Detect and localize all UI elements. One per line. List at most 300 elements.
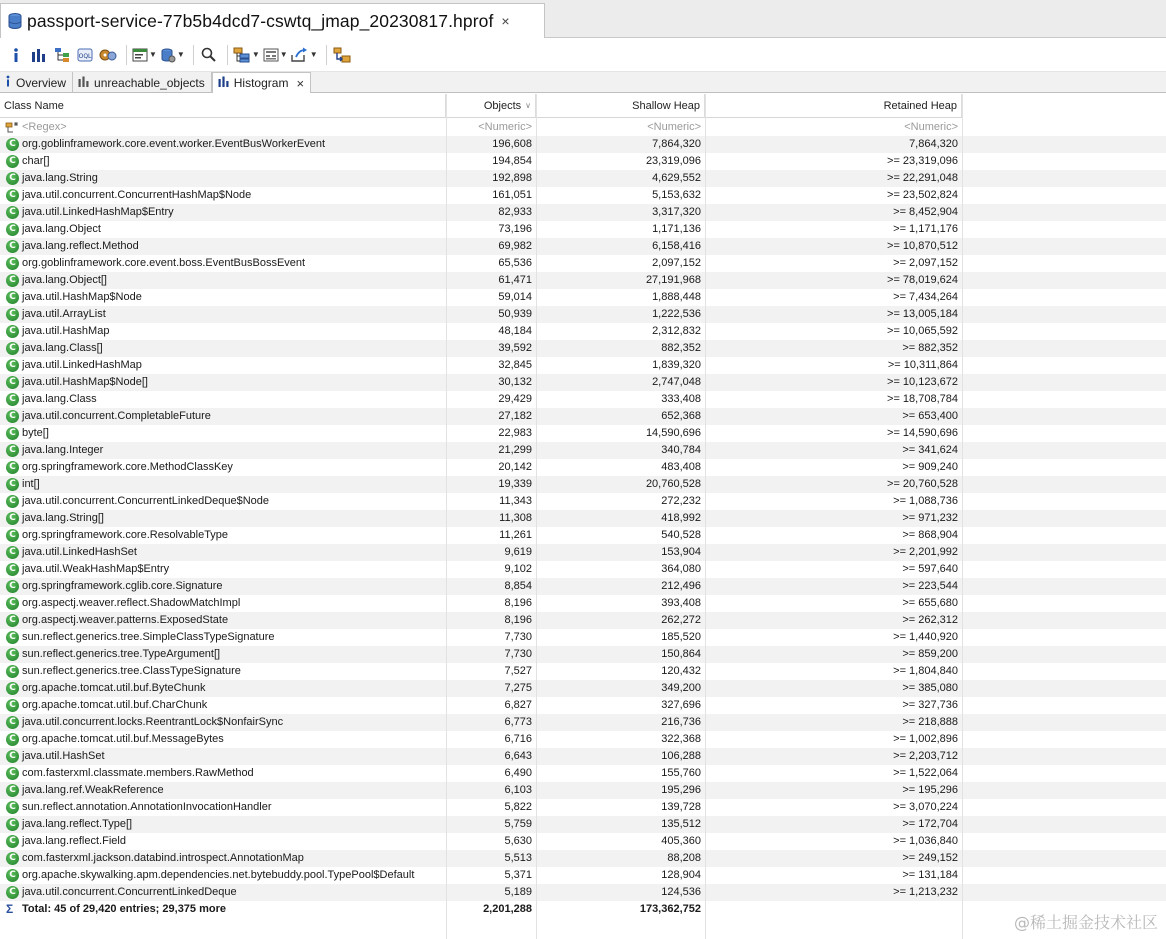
oql-icon[interactable] (75, 44, 95, 66)
objects-cell: 69,982 (498, 240, 532, 252)
shallow-heap-cell: 327,696 (661, 699, 701, 711)
class-icon: C (6, 767, 19, 780)
table-row[interactable] (0, 595, 1166, 612)
retained-heap-cell: >= 3,070,224 (893, 801, 958, 813)
sort-descending-icon: ∨ (525, 101, 531, 110)
table-row[interactable] (0, 425, 1166, 442)
shallow-heap-cell: 3,317,320 (652, 206, 701, 218)
shallow-heap-cell: 135,512 (661, 818, 701, 830)
shallow-heap-cell: 262,272 (661, 614, 701, 626)
table-row[interactable] (0, 493, 1166, 510)
column-divider (705, 94, 706, 939)
objects-cell: 20,142 (498, 461, 532, 473)
class-icon: C (6, 665, 19, 678)
objects-cell: 6,643 (504, 750, 532, 762)
shallow-heap-cell: 14,590,696 (645, 427, 701, 439)
histogram-icon (78, 76, 89, 90)
table-row[interactable] (0, 799, 1166, 816)
tab-unreachable-objects[interactable] (73, 72, 212, 93)
shallow-heap-cell: 349,200 (661, 682, 701, 694)
tab-label: Histogram (233, 76, 289, 90)
view-tab-strip (0, 72, 1166, 93)
class-name-cell: org.goblinframework.core.event.worker.EventBusWorkerEvent (22, 138, 326, 150)
shallow-heap-filter-input[interactable]: <Numeric> (647, 121, 701, 133)
retained-heap-cell: >= 882,352 (902, 342, 958, 354)
chevron-down-icon: ▼ (279, 50, 288, 59)
tab-overview[interactable] (0, 72, 73, 93)
table-row[interactable] (0, 612, 1166, 629)
shallow-heap-cell: 393,408 (661, 597, 701, 609)
chevron-down-icon: ▼ (149, 50, 157, 59)
class-icon: C (6, 818, 19, 831)
class-icon: C (6, 512, 19, 525)
shallow-heap-cell: 652,368 (661, 410, 701, 422)
group-by-icon[interactable] (233, 44, 260, 66)
class-icon: C (6, 223, 19, 236)
column-header-label: Shallow Heap (632, 99, 700, 112)
retained-heap-cell: >= 1,522,064 (893, 767, 958, 779)
class-icon: C (6, 410, 19, 423)
shallow-heap-cell: 212,496 (661, 580, 701, 592)
class-icon: C (6, 461, 19, 474)
class-name-cell: java.lang.String (22, 172, 98, 184)
shallow-heap-cell: 1,839,320 (652, 359, 701, 371)
table-row[interactable] (0, 561, 1166, 578)
objects-cell: 73,196 (498, 223, 532, 235)
class-name-cell: org.springframework.core.MethodClassKey (22, 461, 233, 473)
table-row[interactable] (0, 816, 1166, 833)
retained-heap-cell: >= 23,319,096 (887, 155, 958, 167)
toolbar (0, 38, 1166, 72)
table-row[interactable] (0, 153, 1166, 170)
thread-overview-icon[interactable] (98, 44, 118, 66)
chevron-down-icon: ▼ (309, 50, 318, 59)
objects-cell: 6,490 (504, 767, 532, 779)
class-icon: C (6, 563, 19, 576)
class-name-cell: java.lang.Class[] (22, 342, 103, 354)
objects-cell: 5,189 (504, 886, 532, 898)
retained-heap-cell: >= 1,213,232 (893, 886, 958, 898)
retained-heap-cell: >= 1,804,840 (893, 665, 958, 677)
class-name-cell: org.aspectj.weaver.patterns.ExposedState (22, 614, 229, 626)
class-icon: C (6, 478, 19, 491)
toolbar-separator (326, 45, 327, 65)
shallow-heap-cell: 418,992 (661, 512, 701, 524)
class-icon: C (6, 835, 19, 848)
column-divider (536, 94, 537, 939)
histogram-icon[interactable] (29, 44, 49, 66)
column-divider (962, 94, 963, 939)
class-name-cell: org.apache.skywalking.apm.dependencies.net.bytebuddy.pool.TypePool$Default (22, 869, 415, 881)
class-name-cell: java.util.concurrent.CompletableFuture (22, 410, 211, 422)
class-icon: C (6, 325, 19, 338)
table-row[interactable] (0, 391, 1166, 408)
objects-cell: 8,196 (504, 597, 532, 609)
calculate-retained-icon[interactable] (263, 44, 288, 66)
column-header-shallow-heap[interactable] (536, 94, 705, 118)
objects-cell: 5,371 (504, 869, 532, 881)
class-icon: C (6, 257, 19, 270)
objects-cell: 192,898 (492, 172, 532, 184)
objects-cell: 8,196 (504, 614, 532, 626)
table-row[interactable] (0, 408, 1166, 425)
chevron-down-icon: ▼ (176, 50, 185, 59)
table-row[interactable] (0, 731, 1166, 748)
dominator-tree-icon[interactable] (52, 44, 72, 66)
retained-heap-cell: >= 10,123,672 (887, 376, 958, 388)
table-row[interactable] (0, 527, 1166, 544)
table-row[interactable] (0, 646, 1166, 663)
shallow-heap-cell: 364,080 (661, 563, 701, 575)
class-name-cell: java.lang.ref.WeakReference (22, 784, 164, 796)
table-row[interactable] (0, 442, 1166, 459)
retained-heap-cell: >= 341,624 (902, 444, 958, 456)
class-icon: C (6, 206, 19, 219)
shallow-heap-cell: 195,296 (661, 784, 701, 796)
retained-heap-cell: >= 1,088,736 (893, 495, 958, 507)
table-row[interactable] (0, 340, 1166, 357)
class-icon: C (6, 427, 19, 440)
class-icon: C (6, 240, 19, 253)
class-name-cell: java.lang.reflect.Type[] (22, 818, 133, 830)
class-icon: C (6, 308, 19, 321)
retained-heap-filter-input[interactable]: <Numeric> (904, 121, 958, 133)
shallow-heap-cell: 4,629,552 (652, 172, 701, 184)
shallow-heap-cell: 1,222,536 (652, 308, 701, 320)
retained-heap-cell: >= 249,152 (902, 852, 958, 864)
table-row[interactable] (0, 578, 1166, 595)
objects-cell: 6,716 (504, 733, 532, 745)
class-name-cell: java.util.concurrent.ConcurrentHashMap$Node (22, 189, 252, 201)
objects-cell: 7,527 (504, 665, 532, 677)
class-name-cell: java.util.LinkedHashMap (22, 359, 142, 371)
table-row[interactable] (0, 867, 1166, 884)
retained-heap-cell: >= 195,296 (902, 784, 958, 796)
class-icon: C (6, 172, 19, 185)
retained-heap-cell: >= 2,097,152 (893, 257, 958, 269)
table-row[interactable] (0, 374, 1166, 391)
table-row[interactable] (0, 884, 1166, 901)
regex-filter-input[interactable]: <Regex> (22, 121, 67, 133)
objects-cell: 21,299 (498, 444, 532, 456)
objects-cell: 7,730 (504, 631, 532, 643)
table-row[interactable] (0, 714, 1166, 731)
shallow-heap-cell: 153,904 (661, 546, 701, 558)
objects-cell: 6,103 (504, 784, 532, 796)
editor-tab-strip (0, 0, 1166, 38)
chevron-down-icon: ▼ (251, 50, 260, 59)
copy-icon[interactable] (332, 44, 352, 66)
retained-heap-cell: 7,864,320 (909, 138, 958, 150)
editor-tab-hprof[interactable] (0, 3, 545, 38)
class-name-cell: org.springframework.cglib.core.Signature (22, 580, 223, 592)
shallow-heap-cell: 1,888,448 (652, 291, 701, 303)
class-icon: C (6, 291, 19, 304)
objects-cell: 161,051 (492, 189, 532, 201)
total-shallow-heap: 173,362,752 (639, 903, 701, 915)
retained-heap-cell: >= 172,704 (902, 818, 958, 830)
shallow-heap-cell: 20,760,528 (645, 478, 701, 490)
retained-heap-cell: >= 909,240 (902, 461, 958, 473)
objects-cell: 5,759 (504, 818, 532, 830)
shallow-heap-cell: 88,208 (667, 852, 701, 864)
shallow-heap-cell: 6,158,416 (652, 240, 701, 252)
class-name-cell: java.util.HashMap$Node[] (22, 376, 148, 388)
table-row[interactable] (0, 680, 1166, 697)
shallow-heap-cell: 1,171,136 (652, 223, 701, 235)
objects-cell: 6,773 (504, 716, 532, 728)
close-icon[interactable]: × (501, 13, 510, 29)
table-row[interactable] (0, 748, 1166, 765)
total-label: Total: 45 of 29,420 entries; 29,375 more (22, 903, 226, 915)
table-row[interactable] (0, 459, 1166, 476)
class-icon: C (6, 614, 19, 627)
toolbar-separator (193, 45, 194, 65)
retained-heap-cell: >= 10,311,864 (887, 359, 958, 371)
class-name-cell: org.aspectj.weaver.reflect.ShadowMatchImpl (22, 597, 241, 609)
shallow-heap-cell: 5,153,632 (652, 189, 701, 201)
class-name-cell: java.util.concurrent.ConcurrentLinkedDeque (22, 886, 237, 898)
column-header-label: Class Name (4, 99, 64, 112)
table-row[interactable] (0, 782, 1166, 799)
class-icon: C (6, 546, 19, 559)
toolbar-separator (227, 45, 228, 65)
class-icon: C (6, 580, 19, 593)
class-icon: C (6, 733, 19, 746)
class-name-cell: java.util.LinkedHashMap$Entry (22, 206, 174, 218)
table-row[interactable] (0, 357, 1166, 374)
objects-cell: 9,102 (504, 563, 532, 575)
table-row[interactable] (0, 204, 1166, 221)
class-name-cell: org.apache.tomcat.util.buf.MessageBytes (22, 733, 224, 745)
objects-cell: 19,339 (498, 478, 532, 490)
class-icon: C (6, 495, 19, 508)
find-object-icon[interactable] (199, 44, 219, 66)
table-row[interactable] (0, 544, 1166, 561)
shallow-heap-cell: 2,747,048 (652, 376, 701, 388)
tab-histogram[interactable] (212, 72, 311, 93)
table-row[interactable] (0, 833, 1166, 850)
class-icon: C (6, 189, 19, 202)
class-icon: C (6, 716, 19, 729)
class-icon: C (6, 784, 19, 797)
tab-label: Overview (16, 75, 67, 90)
class-name-cell: java.lang.Object[] (22, 274, 107, 286)
objects-cell: 39,592 (498, 342, 532, 354)
objects-cell: 6,827 (504, 699, 532, 711)
class-name-cell: sun.reflect.generics.tree.TypeArgument[] (22, 648, 221, 660)
class-name-cell: java.lang.String[] (22, 512, 104, 524)
table-row[interactable] (0, 697, 1166, 714)
class-icon: C (6, 359, 19, 372)
watermark: @稀土掘金技术社区 (1013, 913, 1158, 932)
class-name-cell: java.util.LinkedHashSet (22, 546, 137, 558)
retained-heap-cell: >= 1,171,176 (893, 223, 958, 235)
retained-heap-cell: >= 868,904 (902, 529, 958, 541)
retained-heap-cell: >= 2,203,712 (893, 750, 958, 762)
retained-heap-cell: >= 22,291,048 (887, 172, 958, 184)
class-icon: C (6, 155, 19, 168)
table-row[interactable] (0, 306, 1166, 323)
column-header-objects[interactable] (446, 94, 536, 118)
query-browser-icon[interactable] (132, 44, 157, 66)
shallow-heap-cell: 128,904 (661, 869, 701, 881)
objects-cell: 11,308 (499, 512, 532, 524)
table-row[interactable] (0, 765, 1166, 782)
info-icon[interactable] (6, 44, 26, 66)
class-name-cell: sun.reflect.generics.tree.ClassTypeSignature (22, 665, 241, 677)
class-name-cell: org.goblinframework.core.event.boss.EventBusBossEvent (22, 257, 306, 269)
retained-heap-cell: >= 653,400 (902, 410, 958, 422)
retained-heap-cell: >= 223,544 (902, 580, 958, 592)
shallow-heap-cell: 272,232 (661, 495, 701, 507)
objects-cell: 48,184 (498, 325, 532, 337)
retained-heap-cell: >= 18,708,784 (887, 393, 958, 405)
class-icon: C (6, 750, 19, 763)
class-icon: C (6, 376, 19, 389)
class-name-cell: org.apache.tomcat.util.buf.ByteChunk (22, 682, 206, 694)
objects-cell: 7,730 (504, 648, 532, 660)
retained-heap-cell: >= 10,065,592 (887, 325, 958, 337)
objects-cell: 194,854 (492, 155, 532, 167)
class-name-cell: int[] (22, 478, 40, 490)
retained-heap-cell: >= 78,019,624 (887, 274, 958, 286)
table-body (0, 119, 1166, 918)
export-icon[interactable] (291, 44, 318, 66)
table-row[interactable] (0, 510, 1166, 527)
class-name-cell: java.util.WeakHashMap$Entry (22, 563, 170, 575)
class-icon: C (6, 138, 19, 151)
shallow-heap-cell: 7,864,320 (652, 138, 701, 150)
total-objects: 2,201,288 (483, 903, 532, 915)
histogram-icon (218, 76, 229, 90)
table-row[interactable] (0, 255, 1166, 272)
retained-heap-cell: >= 10,870,512 (887, 240, 958, 252)
objects-cell: 27,182 (498, 410, 532, 422)
table-row[interactable] (0, 476, 1166, 493)
class-name-cell: sun.reflect.generics.tree.SimpleClassTypeSignature (22, 631, 275, 643)
histogram-table (0, 94, 1166, 939)
heap-dump-overview-icon[interactable] (160, 44, 185, 66)
shallow-heap-cell: 23,319,096 (645, 155, 701, 167)
retained-heap-cell: >= 131,184 (902, 869, 958, 881)
table-row[interactable] (0, 221, 1166, 238)
shallow-heap-cell: 150,864 (661, 648, 701, 660)
tab-label: unreachable_objects (94, 75, 205, 90)
column-header-label: Objects (483, 99, 522, 112)
class-name-cell: org.springframework.core.ResolvableType (22, 529, 229, 541)
class-name-cell: java.lang.Object (22, 223, 101, 235)
retained-heap-cell: >= 262,312 (902, 614, 958, 626)
toolbar-separator (126, 45, 127, 65)
retained-heap-cell: >= 327,736 (902, 699, 958, 711)
shallow-heap-cell: 124,536 (661, 886, 701, 898)
objects-cell: 11,261 (499, 529, 532, 541)
objects-cell: 11,343 (499, 495, 532, 507)
shallow-heap-cell: 340,784 (661, 444, 701, 456)
class-icon: C (6, 886, 19, 899)
table-row[interactable] (0, 629, 1166, 646)
class-icon: C (6, 274, 19, 287)
class-name-cell: java.lang.Class (22, 393, 97, 405)
shallow-heap-cell: 155,760 (661, 767, 701, 779)
table-row[interactable] (0, 289, 1166, 306)
objects-cell: 29,429 (498, 393, 532, 405)
table-row[interactable] (0, 187, 1166, 204)
shallow-heap-cell: 139,728 (661, 801, 701, 813)
objects-cell: 8,854 (504, 580, 532, 592)
objects-cell: 82,933 (498, 206, 532, 218)
column-divider (446, 94, 447, 939)
objects-cell: 5,822 (504, 801, 532, 813)
class-name-cell: java.util.HashSet (22, 750, 105, 762)
retained-heap-cell: >= 218,888 (902, 716, 958, 728)
objects-cell: 65,536 (498, 257, 532, 269)
class-icon: C (6, 852, 19, 865)
close-icon[interactable]: × (296, 75, 305, 91)
retained-heap-cell: >= 859,200 (902, 648, 958, 660)
retained-heap-cell: >= 7,434,264 (893, 291, 958, 303)
objects-cell: 7,275 (504, 682, 532, 694)
editor-tab-title: passport-service-77b5b4dcd7-cswtq_jmap_20230817.hprof (27, 10, 494, 31)
objects-cell: 196,608 (492, 138, 532, 150)
table-row[interactable] (0, 850, 1166, 867)
total-row (0, 901, 1166, 918)
class-icon: C (6, 699, 19, 712)
retained-heap-cell: >= 13,005,184 (887, 308, 958, 320)
retained-heap-cell: >= 1,440,920 (893, 631, 958, 643)
class-name-cell: java.lang.reflect.Field (22, 835, 126, 847)
retained-heap-cell: >= 385,080 (902, 682, 958, 694)
shallow-heap-cell: 405,360 (661, 835, 701, 847)
shallow-heap-cell: 106,288 (661, 750, 701, 762)
class-name-cell: java.util.ArrayList (22, 308, 106, 320)
class-icon: C (6, 869, 19, 882)
retained-heap-cell: >= 2,201,992 (893, 546, 958, 558)
database-icon (7, 12, 23, 30)
retained-heap-cell: >= 23,502,824 (887, 189, 958, 201)
class-icon: C (6, 597, 19, 610)
retained-heap-cell: >= 1,002,896 (893, 733, 958, 745)
retained-heap-cell: >= 20,760,528 (887, 478, 958, 490)
class-icon: C (6, 801, 19, 814)
shallow-heap-cell: 882,352 (661, 342, 701, 354)
column-header-retained-heap[interactable] (705, 94, 962, 118)
class-name-cell: byte[] (22, 427, 49, 439)
shallow-heap-cell: 333,408 (661, 393, 701, 405)
class-name-cell: org.apache.tomcat.util.buf.CharChunk (22, 699, 208, 711)
shallow-heap-cell: 540,528 (661, 529, 701, 541)
column-header-class-name[interactable] (0, 94, 446, 118)
table-row[interactable] (0, 323, 1166, 340)
column-header-label: Retained Heap (883, 99, 957, 112)
table-row[interactable] (0, 238, 1166, 255)
table-row[interactable] (0, 663, 1166, 680)
class-name-cell: sun.reflect.annotation.AnnotationInvocationHandler (22, 801, 272, 813)
class-icon: C (6, 444, 19, 457)
retained-heap-cell: >= 1,036,840 (893, 835, 958, 847)
objects-filter-input[interactable]: <Numeric> (478, 121, 532, 133)
objects-cell: 32,845 (498, 359, 532, 371)
class-name-cell: java.util.concurrent.locks.ReentrantLock$NonfairSync (22, 716, 284, 728)
table-row[interactable] (0, 136, 1166, 153)
table-row[interactable] (0, 272, 1166, 289)
class-name-cell: com.fasterxml.jackson.databind.introspect.AnnotationMap (22, 852, 304, 864)
retained-heap-cell: >= 655,680 (902, 597, 958, 609)
sum-icon: Σ (6, 902, 14, 916)
objects-cell: 61,471 (498, 274, 532, 286)
table-row[interactable] (0, 170, 1166, 187)
